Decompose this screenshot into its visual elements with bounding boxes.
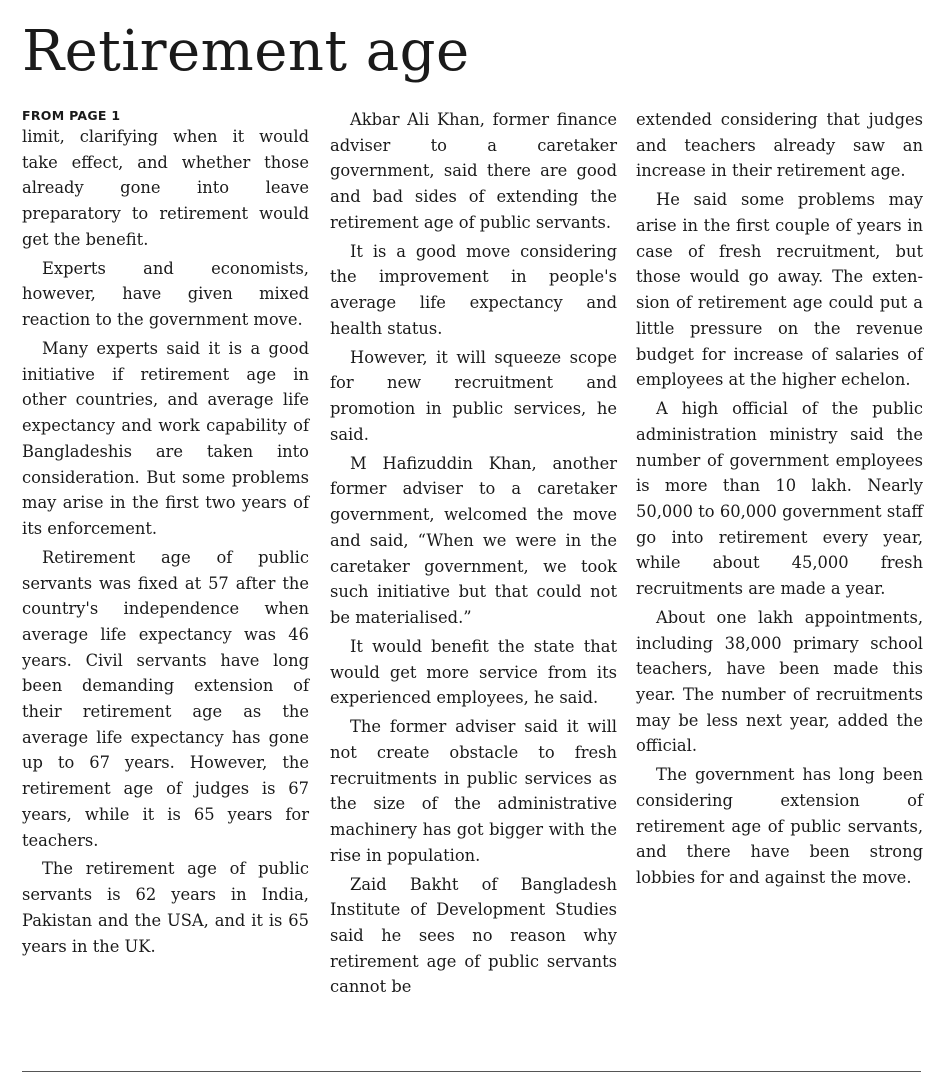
paragraph: He said some problems may arise in the first couple of years in case of fresh recruitment, but those would go away. The extension of retirement age could put a little pressure on the revenue budget for increase of salaries of employees at the higher echelon. bbox=[636, 190, 923, 390]
headline: Retirement age bbox=[22, 19, 470, 84]
paragraph: Retirement age of public servants was fixed at 57 after the country's independence when average life expectancy was 46 years. Civil servants have long been demanding extension of their retirement age as the average life expectancy has gone up to 67 years. However, the retirement age of judges is 67 years, while it is 65 years for teachers. bbox=[22, 547, 309, 850]
paragraph: About one lakh appointments, including 38,000 primary school teachers, have been made this year. The number of recruitments may be less next year, added the official. bbox=[636, 607, 923, 756]
article-column-3 bbox=[636, 107, 923, 894]
paragraph: M Hafizuddin Khan, another former adviser to a caretaker government, welcomed the move and said, “When we were in the caretaker government, we took such initiative but that could not be materialised.” bbox=[330, 453, 617, 627]
paragraph: The former adviser said it will not create obstacle to fresh recruitments in public services as the size of the administrative machinery has got bigger with the rise in population. bbox=[330, 717, 617, 865]
paragraph: However, it will squeeze scope for new recruitment and promotion in public services, he said. bbox=[330, 347, 617, 444]
article-column-2 bbox=[330, 107, 617, 1003]
paragraph: The government has long been considering extension of retirement age of public servants, and there have been strong lobbies for and against the move. bbox=[636, 765, 923, 888]
paragraph: The retirement age of public servants is 62 years in India, Pakistan and the USA, and it is 65 years in the UK. bbox=[22, 859, 309, 956]
paragraph: It would benefit the state that would get more service from its experienced employees, he said. bbox=[330, 636, 617, 708]
paragraph: limit, clarifying when it would take effect, and whether those already gone into leave preparatory to retirement would get the benefit. bbox=[22, 127, 309, 249]
paragraph: Zaid Bakht of Bangladesh Institute of Development Studies said he sees no reason why retirement age of public servants cannot be bbox=[330, 874, 617, 997]
paragraph: It is a good move considering the improvement in people's average life expectancy and health status. bbox=[330, 241, 617, 338]
paragraph: Experts and economists, however, have given mixed reaction to the government move. bbox=[22, 258, 309, 330]
paragraph: extended considering that judges and teachers already saw an increase in their retirement age. bbox=[636, 110, 923, 181]
article-column-1 bbox=[22, 107, 309, 962]
bottom-rule bbox=[22, 1071, 921, 1072]
jump-label: FROM PAGE 1 bbox=[22, 108, 121, 123]
paragraph: Many experts said it is a good initiative if retirement age in other countries, and average life expectancy and work capability of Bangladeshis are taken into consideration. But some problems may arise in the first two years of its enforcement. bbox=[22, 339, 309, 538]
paragraph: A high official of the public administration ministry said the number of government employees is more than 10 lakh. Nearly 50,000 to 60,000 government staff go into retirement every year, while about 45,000 fresh recruitments are made a year. bbox=[636, 399, 923, 599]
paragraph: Akbar Ali Khan, former finance adviser to a caretaker government, said there are good and bad sides of extending the retirement age of public servants. bbox=[330, 110, 617, 232]
